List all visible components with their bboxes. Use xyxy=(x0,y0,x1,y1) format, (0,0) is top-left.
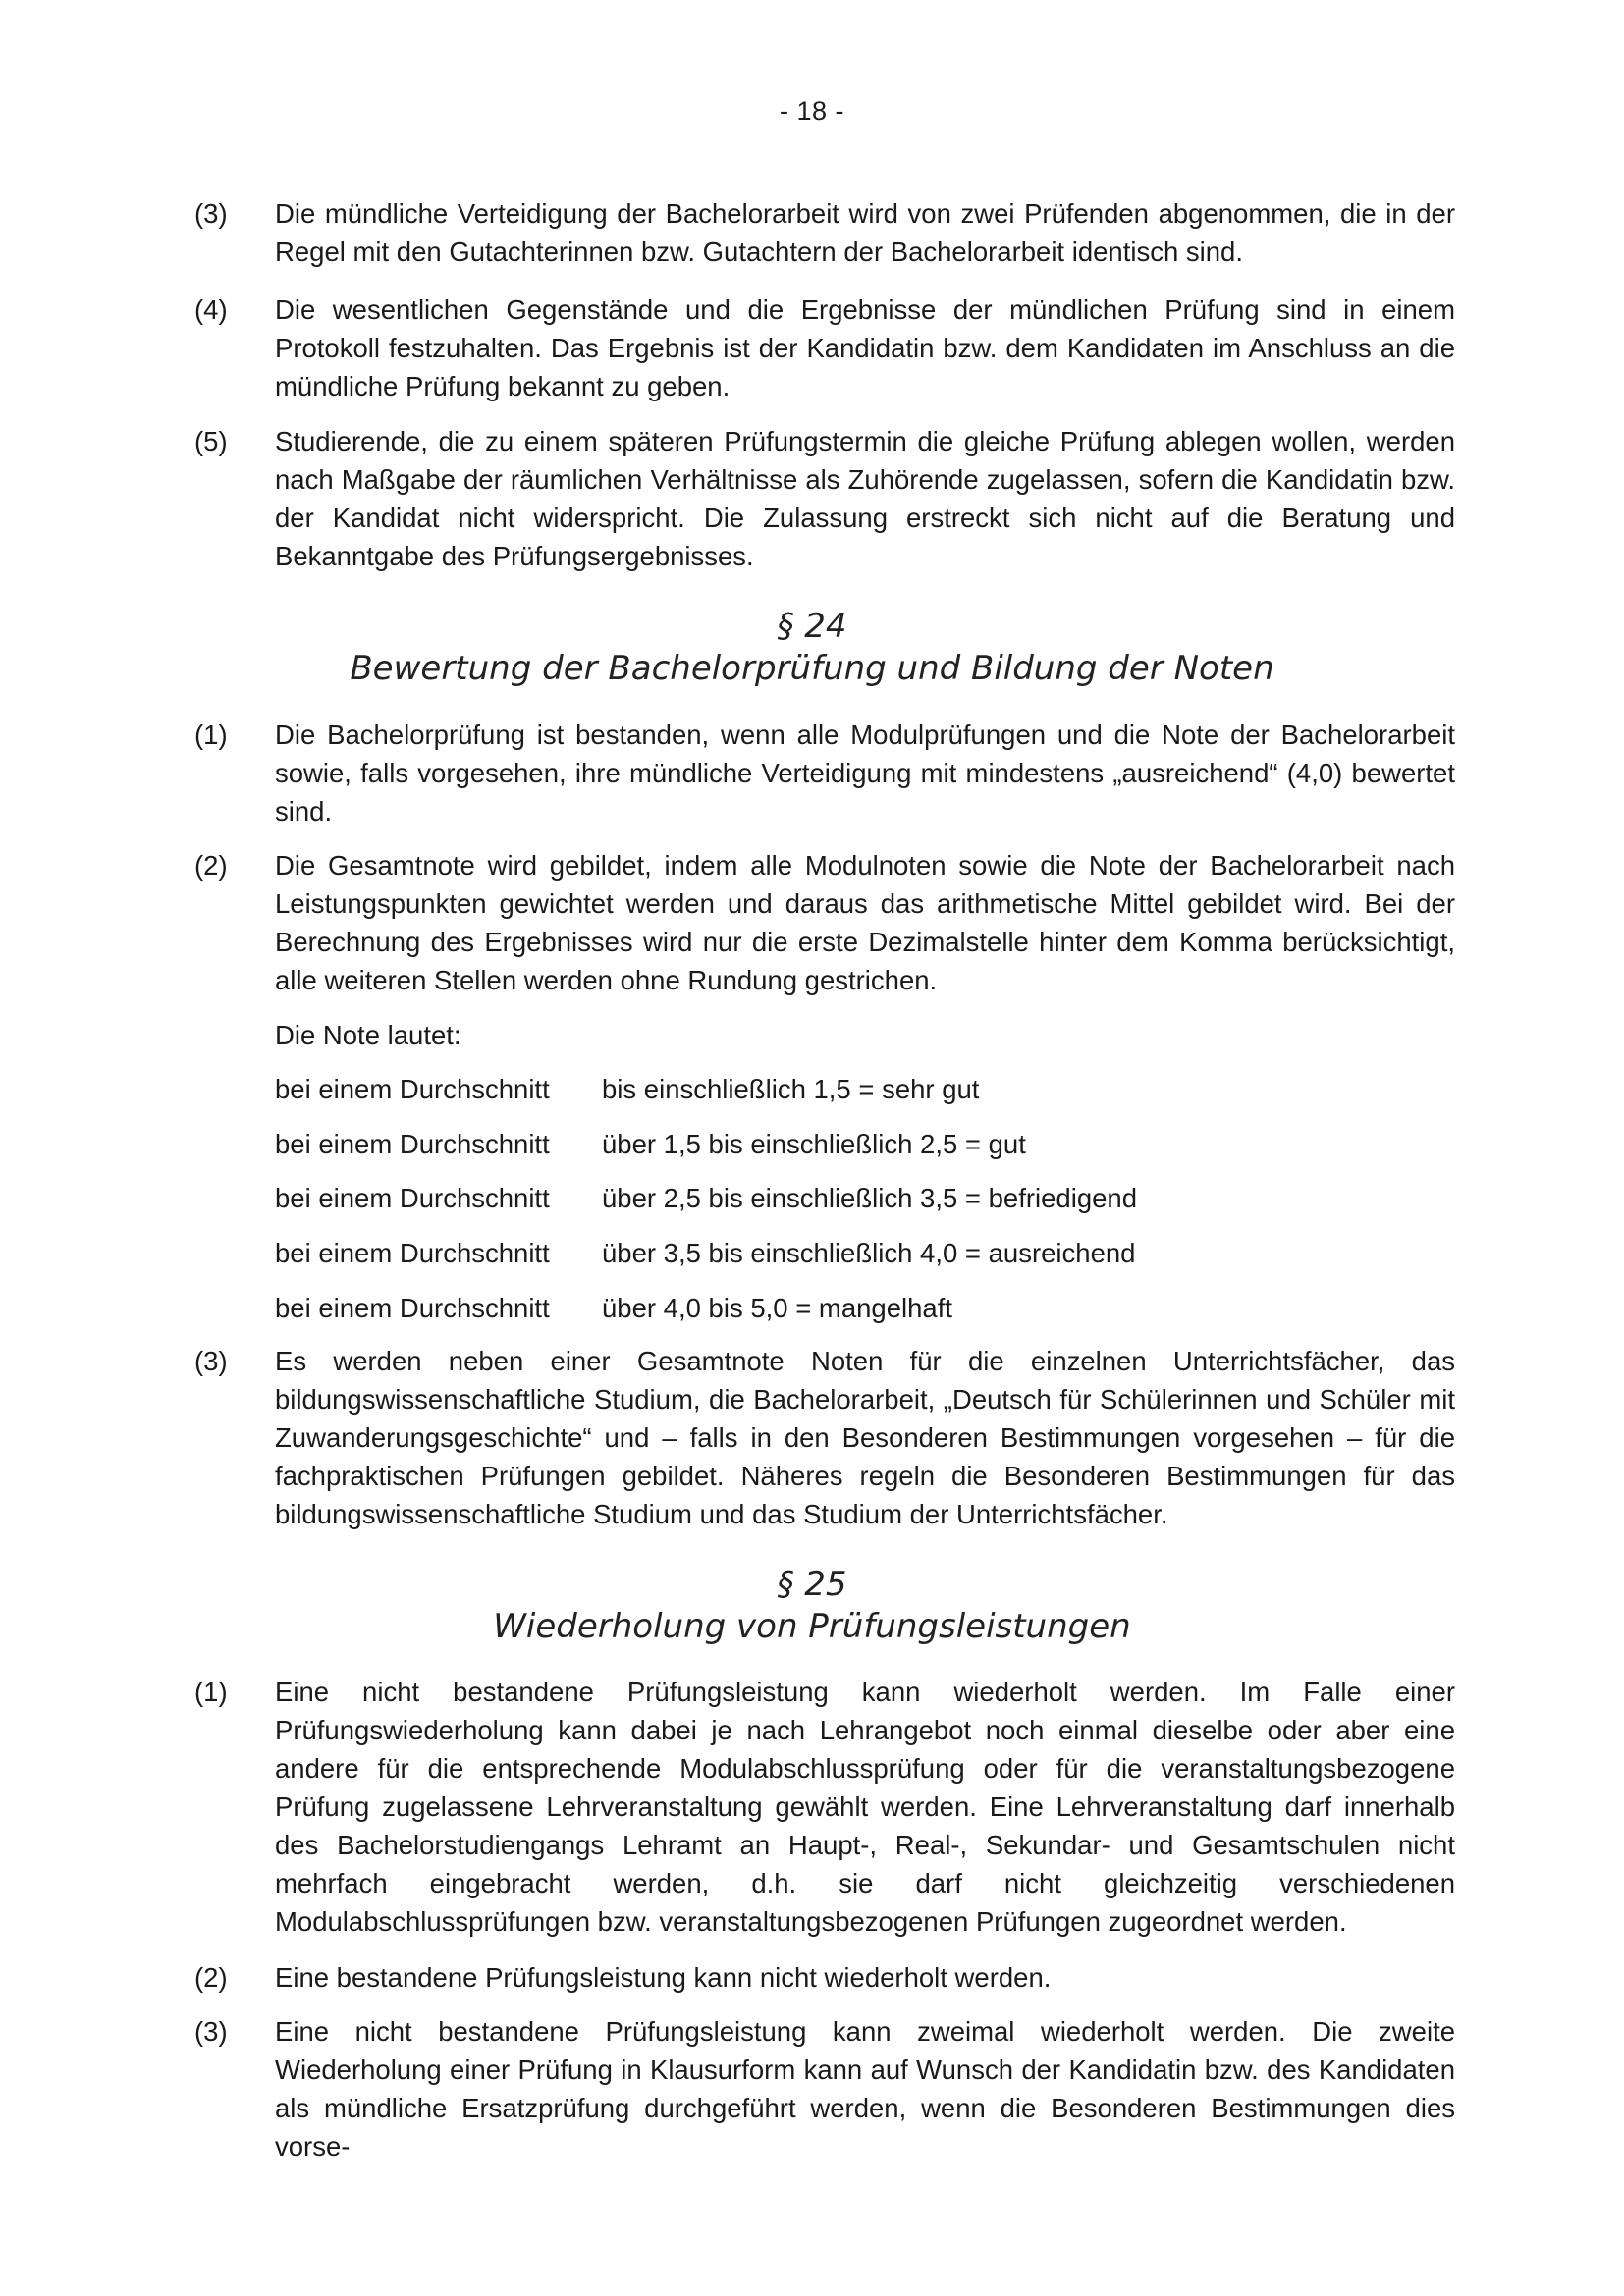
paragraph-23-4 xyxy=(194,291,1455,405)
paragraph-number: (3) xyxy=(194,1346,228,1376)
section-25-heading xyxy=(0,1564,1624,1648)
paragraph-text: Eine bestandene Prüfungsleistung kann nicht wiederholt werden. xyxy=(275,1962,1052,1993)
section-number: § 24 xyxy=(777,607,847,646)
paragraph-number: (2) xyxy=(194,850,228,881)
paragraph-text: Eine nicht bestandene Prüfungsleistung kann zweimal wiederholt werden. Die zweite Wiederholung einer Prüfung in Klausurform kann auf Wunsch der Kandidatin bzw. des Kandidaten als mündliche Ersatzprüfung durchgeführt werden, wenn die Besonderen Bestimmungen dies vorse- xyxy=(275,2016,1455,2162)
grade-intro: Die Note lautet: xyxy=(275,1020,461,1050)
grade-range: über 2,5 bis einschließlich 3,5 = befriedigend xyxy=(602,1183,1137,1213)
paragraph-23-3 xyxy=(194,194,1455,271)
section-number: § 25 xyxy=(777,1565,847,1604)
paragraph-number: (3) xyxy=(194,198,228,229)
paragraph-24-2 xyxy=(194,846,1455,999)
paragraph-text: Eine nicht bestandene Prüfungsleistung kann wiederholt werden. Im Falle einer Prüfungswiederholung kann dabei je nach Lehrangebot noch einmal dieselbe oder aber eine andere für die entsprechende Modulabschlussprüfung oder für die veranstaltungsbezogene Prüfung zugelassene Lehrveranstaltung gewählt werden. Eine Lehrveranstaltung darf innerhalb des Bachelorstudiengangs Lehramt an Haupt-, Real-, Sekundar- und Gesamtschulen nicht mehrfach eingebracht werden, d.h. sie darf nicht gleichzeitig verschiedenen Modulabschlussprüfungen bzw. veranstaltungsbezogenen Prüfungen zugeordnet werden. xyxy=(275,1677,1455,1937)
paragraph-number: (3) xyxy=(194,2016,228,2047)
paragraph-number: (4) xyxy=(194,294,228,325)
paragraph-text: Es werden neben einer Gesamtnote Noten für die einzelnen Unterrichtsfächer, das bildungswissenschaftliche Studium, die Bachelorarbeit, „Deutsch für Schülerinnen und Schüler mit Zuwanderungsgeschichte“ und – falls in den Besonderen Bestimmungen vorgesehen – für die fachpraktischen Prüfungen gebildet. Näheres regeln die Besonderen Bestimmungen für das bildungswissenschaftliche Studium und das Studium der Unterrichtsfächer. xyxy=(275,1346,1455,1529)
paragraph-24-1 xyxy=(194,716,1455,830)
section-24-heading xyxy=(0,606,1624,690)
grade-label: bei einem Durchschnitt xyxy=(275,1183,550,1213)
section-title: Bewertung der Bachelorprüfung und Bildung der Noten xyxy=(350,649,1274,688)
paragraph-24-3 xyxy=(194,1342,1455,1533)
grade-range: über 1,5 bis einschließlich 2,5 = gut xyxy=(602,1129,1026,1159)
paragraph-25-3 xyxy=(194,2012,1455,2165)
paragraph-25-2 xyxy=(194,1958,1455,1997)
paragraph-number: (2) xyxy=(194,1962,228,1993)
paragraph-text: Studierende, die zu einem späteren Prüfungstermin die gleiche Prüfung ablegen wollen, werden nach Maßgabe der räumlichen Verhältnisse als Zuhörende zugelassen, sofern die Kandidatin bzw. der Kandidat nicht widerspricht. Die Zulassung erstreckt sich nicht auf die Beratung und Bekanntgabe des Prüfungsergebnisses. xyxy=(275,426,1455,571)
paragraph-text: Die wesentlichen Gegenstände und die Ergebnisse der mündlichen Prüfung sind in einem Protokoll festzuhalten. Das Ergebnis ist der Kandidatin bzw. dem Kandidaten im Anschluss an die mündliche Prüfung bekannt zu geben. xyxy=(275,294,1455,401)
grade-range: über 3,5 bis einschließlich 4,0 = ausreichend xyxy=(602,1238,1136,1268)
section-title: Wiederholung von Prüfungsleistungen xyxy=(493,1607,1131,1646)
paragraph-25-1 xyxy=(194,1673,1455,1941)
grade-range: bis einschließlich 1,5 = sehr gut xyxy=(602,1074,980,1104)
page-number: - 18 - xyxy=(779,96,845,126)
paragraph-text: Die Bachelorprüfung ist bestanden, wenn alle Modulprüfungen und die Note der Bachelorarbeit sowie, falls vorgesehen, ihre mündliche Verteidigung mit mindestens „ausreichend“ (4,0) bewertet sind. xyxy=(275,720,1455,827)
grade-label: bei einem Durchschnitt xyxy=(275,1074,550,1104)
paragraph-number: (5) xyxy=(194,426,228,456)
grade-label: bei einem Durchschnitt xyxy=(275,1293,550,1323)
grade-range: über 4,0 bis 5,0 = mangelhaft xyxy=(602,1293,952,1323)
grade-label: bei einem Durchschnitt xyxy=(275,1238,550,1268)
paragraph-23-5 xyxy=(194,422,1455,575)
paragraph-text: Die Gesamtnote wird gebildet, indem alle Modulnoten sowie die Note der Bachelorarbeit nach Leistungspunkten gewichtet werden und daraus das arithmetische Mittel gebildet wird. Bei der Berechnung des Ergebnisses wird nur die erste Dezimalstelle hinter dem Komma berücksichtigt, alle weiteren Stellen werden ohne Rundung gestrichen. xyxy=(275,850,1455,995)
paragraph-number: (1) xyxy=(194,1677,228,1707)
paragraph-number: (1) xyxy=(194,720,228,750)
paragraph-text: Die mündliche Verteidigung der Bachelorarbeit wird von zwei Prüfenden abgenommen, die in der Regel mit den Gutachterinnen bzw. Gutachtern der Bachelorarbeit identisch sind. xyxy=(275,198,1455,267)
grade-label: bei einem Durchschnitt xyxy=(275,1129,550,1159)
